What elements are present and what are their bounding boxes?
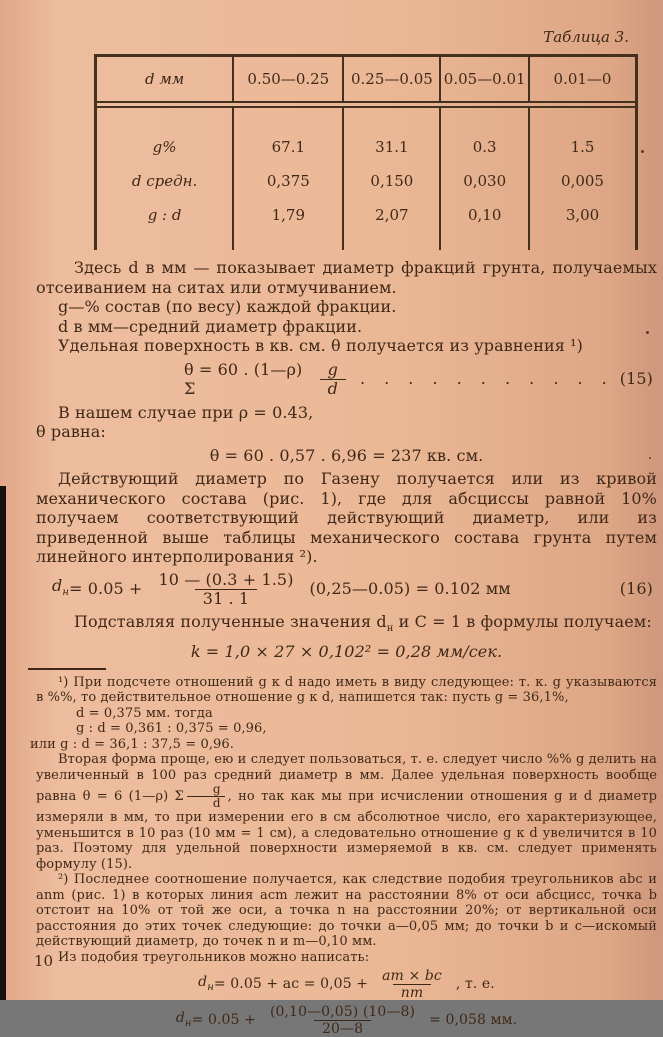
- table-body: [97, 130, 635, 232]
- paper-speck: [641, 150, 644, 153]
- table-fade-row: [97, 232, 635, 250]
- subscript: н: [386, 622, 394, 634]
- footnote-1-continued: Вторая форма проще, ею и следует пользоваться, т. е. следует число %% g делить на увеличенный в 100 раз средний диаметр в мм. Далее удельная поверхность вообще равна θ = 6 (1—ρ) Σ $\frac{g}{d}$ , но так как мы при исчислении отношения g и d диаметр измеряли в мм, то при измерении его в см абсолютное число, его характеризующее, уменьшится в 10 раз (10 мм = 1 см), а следовательно отношение g к d увеличится в 10 раз. Поэтому для удельной поверхности измеряемой в кв. см. следует применять формулу (15).: [36, 752, 658, 872]
- footnotes: [30, 674, 658, 1037]
- inline-fraction: [187, 783, 225, 810]
- equation-number: (15): [619, 369, 653, 389]
- table-cell: [344, 108, 441, 130]
- fraction-denominator: d: [187, 796, 225, 810]
- subscript: н: [62, 586, 70, 598]
- table-cell: [441, 232, 530, 250]
- table-cell: 0.3: [441, 130, 530, 164]
- formula-lhs: = 0.05 +: [69, 579, 143, 599]
- table-header-cell: 0.50—0.25: [234, 57, 344, 101]
- paragraph: g—% состав (по весу) каждой фракции.: [58, 297, 397, 316]
- formula-text: θ = 60 . 0,57 . 6,96 = 237 кв. см.: [209, 445, 484, 465]
- row-label: d средн.: [97, 164, 234, 198]
- fraction-numerator: 10 — (0.3 + 1.5): [158, 569, 294, 589]
- formula-16: [36, 571, 657, 608]
- paragraph: Здесь d в мм — показывает диаметр фракций грунта, получаемых отсеиванием на ситах или отмучиванием.: [36, 258, 657, 297]
- footnote-2-lead: Из подобия треугольников можно написать:: [58, 949, 370, 965]
- subscript: н: [184, 1017, 192, 1029]
- table-header-row: [97, 57, 635, 101]
- fraction: [262, 1004, 423, 1037]
- table-header-cell: 0.25—0.05: [344, 57, 441, 101]
- formula-variable: $d_н$: [52, 575, 70, 598]
- formula-rhs: = 0,058 мм.: [429, 1011, 518, 1028]
- table-cell: [97, 232, 234, 250]
- footnote-formula-b: [36, 1004, 657, 1037]
- table-cell: 0,10: [441, 198, 530, 232]
- row-label: g : d: [97, 198, 234, 232]
- table-cell: [441, 108, 530, 130]
- table-cell: [234, 108, 344, 130]
- table-header-cell: d мм: [97, 57, 234, 101]
- paragraph: d в мм—средний диаметр фракции.: [58, 316, 363, 336]
- table-row: [97, 164, 635, 198]
- paragraph: Подставляя полученные значения $d_н$ и С = 1 в формулы получаем:: [74, 611, 652, 634]
- table-cell: 1,79: [234, 198, 344, 232]
- grain-size-table: [94, 54, 638, 250]
- main-text: [36, 258, 657, 662]
- table-cell: [344, 232, 441, 250]
- formula-text: k = 1,0 × 27 × 0,102² = 0,28 мм/сек.: [190, 642, 503, 662]
- paragraph: В нашем случае при ρ = 0.43,: [58, 402, 314, 422]
- table-double-rule: [97, 101, 635, 108]
- table-cell: 1.5: [570, 138, 595, 156]
- formula-variable: $d_н$: [376, 611, 394, 634]
- table-cell: 0,030: [441, 164, 530, 198]
- fraction-numerator: g: [212, 782, 221, 797]
- footnote-formula-a: [36, 968, 657, 1001]
- table-cell: 0,375: [234, 164, 344, 198]
- formula-k: [36, 642, 657, 662]
- footnote-2: ²) Последнее соотношение получается, как следствие подобия треугольников abc и anm (рис. 1) в которых линия acm лежит на расстоянии 8% от оси абсцисс, точка b отстоит на 10% от той же оси, а точка n на расстоянии 20%; от вертикальной оси расстояния до этих точек следующие: до точки a—0,05 мм; до точки b и c—искомый действующий диаметр, до точек n и m—0,10 мм.: [36, 872, 657, 950]
- table-cell: 0,150: [344, 164, 441, 198]
- footnote-line: или g : d = 36,1 : 37,5 = 0,96.: [30, 736, 235, 752]
- table-header-cell: 0.01—0: [553, 70, 612, 88]
- footnote-line: g : d = 0,361 : 0,375 = 0,96,: [76, 721, 267, 737]
- formula-rhs: (0,25—0.05) = 0.102 мм: [309, 579, 511, 599]
- paragraph: Действующий диаметр по Газену получается или из кривой механического состава (рис. 1), где для абсциссы равной 10% получаем соответствующий действующий диаметр, или из приведенной выше таблицы механического состава грунта путем линейного интерполирования ²).: [36, 469, 657, 566]
- paper-speck: [646, 331, 649, 334]
- table-cell: 3,00: [565, 206, 600, 224]
- fraction: [320, 361, 346, 398]
- paragraph: θ равна:: [36, 422, 106, 441]
- fraction-denominator: nm: [393, 984, 432, 1001]
- paper-speck: [649, 457, 651, 459]
- fraction: [374, 968, 450, 1001]
- table-caption: Таблица 3.: [543, 28, 629, 46]
- fraction-denominator: 20—8: [314, 1020, 371, 1037]
- formula-variable: $d_н$: [198, 973, 214, 993]
- table-cell: [97, 108, 234, 130]
- fraction-numerator: g: [327, 359, 338, 379]
- footnote-separator: [28, 668, 106, 670]
- formula-theta: [36, 446, 657, 466]
- fraction: [150, 571, 301, 608]
- table-cell: 31.1: [344, 130, 441, 164]
- formula-variable: $d_н$: [175, 1009, 192, 1029]
- formula-rhs: , т. е.: [455, 975, 495, 992]
- formula-15: [36, 360, 657, 399]
- fraction-numerator: am × bc: [382, 968, 442, 985]
- formula-lhs: = 0.05 +: [191, 1011, 256, 1028]
- table-cell: 0,005: [561, 172, 604, 190]
- table-cell: [530, 108, 635, 130]
- table-cell: [234, 232, 344, 250]
- table-cell: 67.1: [234, 130, 344, 164]
- equation-number: (16): [619, 579, 653, 599]
- footnote-line: d = 0,375 мм. тогда: [76, 705, 213, 721]
- table-cell: 2,07: [344, 198, 441, 232]
- paragraph: Удельная поверхность в кв. см. θ получается из уравнения ¹): [58, 336, 583, 355]
- formula-dots: . . . . . . . . . . .: [359, 369, 614, 389]
- formula-lhs: = 0.05 + ac = 0,05 +: [213, 975, 369, 992]
- formula-lhs: θ = 60 . (1—ρ) Σ: [184, 359, 303, 398]
- table-row: [97, 198, 635, 232]
- table-spacer-row: [97, 108, 635, 130]
- table-row: [97, 130, 635, 164]
- table-header-cell: 0.05—0.01: [441, 57, 530, 101]
- fraction-numerator: (0,10—0,05) (10—8): [269, 1004, 416, 1021]
- fraction-denominator: 31 . 1: [195, 589, 257, 608]
- page-number: 10: [34, 952, 54, 970]
- table-cell: [530, 232, 635, 250]
- scan-edge-shadow: [0, 486, 6, 1000]
- row-label: g%: [97, 130, 234, 164]
- footnote-1: ¹) При подсчете отношений g к d надо иметь в виду следующее: т. к. g указываются в %%, то действительное отношение g к d, напишется так: пусть g = 36,1%,: [36, 674, 657, 706]
- subscript: н: [207, 981, 214, 993]
- fraction-denominator: d: [320, 379, 346, 398]
